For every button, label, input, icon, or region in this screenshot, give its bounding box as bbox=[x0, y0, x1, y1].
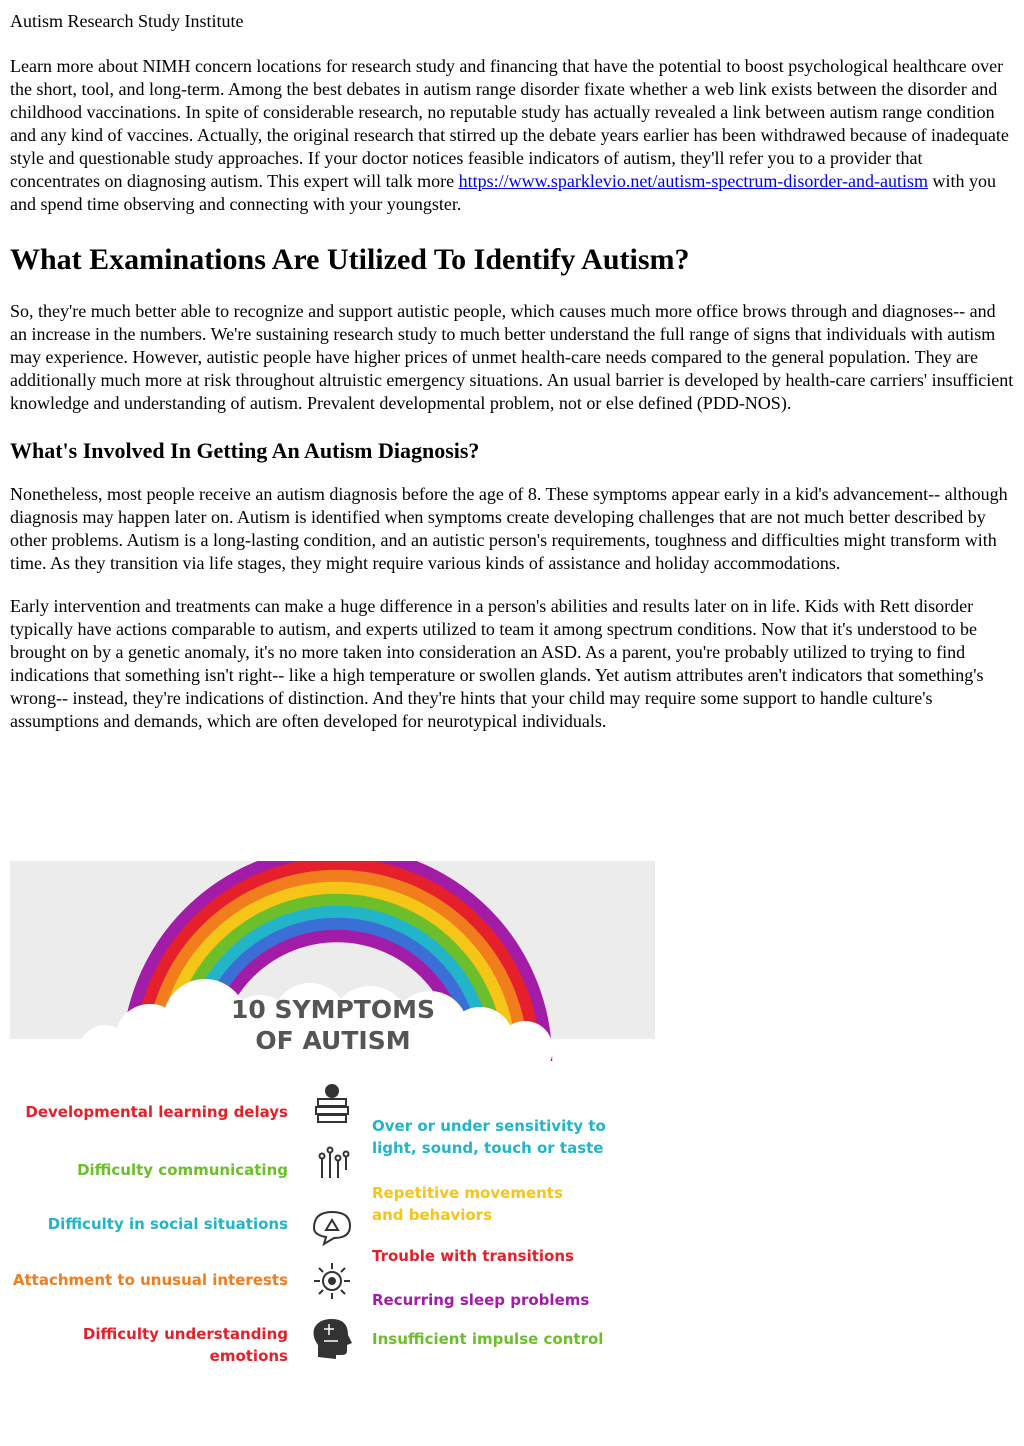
infographic-title-line2: OF AUTISM bbox=[255, 1026, 411, 1055]
gear-eye-icon bbox=[314, 1263, 350, 1299]
infographic-svg bbox=[10, 861, 655, 1416]
speech-bubbles-icon bbox=[314, 1212, 350, 1244]
speech-circuit-icon bbox=[320, 1148, 349, 1179]
head-puzzle-icon bbox=[314, 1319, 353, 1359]
section2-heading: What's Involved In Getting An Autism Diagnosis? bbox=[10, 438, 480, 463]
section2-paragraph-1: Nonetheless, most people receive an autism diagnosis before the age of 8. These symptoms appear early in a kid's advancement-- although diagnosis may happen later on. Autism is identified when symptoms create developing challenges that are not much better described by other problems. Autism is a long-lasting condition, and an autistic person's requirements, toughness and difficulties might transform with time. As they transition via life stages, they might require various kinds of assistance and holiday accommodations. bbox=[10, 484, 1008, 573]
section2-paragraph-2: Early intervention and treatments can make a huge difference in a person's abilities and results later on in life. Kids with Rett disorder typically have actions comparable to autism, and experts utilized to team it among spectrum conditions. Now that it's understood to be brought on by a genetic anomaly, it's no more taken into consideration an ASD. As a parent, you're probably utilized to trying to find indications that something isn't right-- like a high temperature or swollen glands. Yet autism attributes aren't indicators that something's wrong-- instead, they're indications of distinction. And they're hints that your child may require some support to handle culture's assumptions and demands, which are often developed for neurotypical individuals. bbox=[10, 596, 984, 731]
right-symptom-label: Trouble with transitions bbox=[372, 1247, 574, 1265]
infographic-title-line1: 10 SYMPTOMS bbox=[231, 995, 435, 1024]
right-symptom-label: Repetitive movements bbox=[372, 1184, 563, 1202]
right-symptom-label: Over or under sensitivity to bbox=[372, 1117, 606, 1135]
section1-heading: What Examinations Are Utilized To Identify Autism? bbox=[10, 243, 690, 276]
left-symptom-label: Difficulty communicating bbox=[77, 1161, 288, 1179]
right-symptom-label: light, sound, touch or taste bbox=[372, 1139, 604, 1157]
left-symptom-label: Attachment to unusual interests bbox=[12, 1271, 288, 1289]
right-symptom-label: Insufficient impulse control bbox=[372, 1330, 604, 1348]
right-symptom-label: Recurring sleep problems bbox=[372, 1291, 590, 1309]
left-symptom-label: emotions bbox=[209, 1347, 288, 1365]
left-symptom-label: Difficulty understanding bbox=[82, 1325, 288, 1343]
left-symptom-list bbox=[13, 1103, 288, 1365]
right-symptom-list bbox=[372, 1117, 606, 1348]
symptoms-infographic bbox=[10, 861, 655, 1416]
left-symptom-label: Developmental learning delays bbox=[25, 1103, 288, 1121]
right-symptom-label: and behaviors bbox=[372, 1206, 493, 1224]
intro-text-after-link: with you and spend time observing and connecting with your youngster. bbox=[10, 171, 996, 214]
section1-paragraph: So, they're much better able to recognize and support autistic people, which causes much more office brows through and diagnoses-- and an increase in the numbers. We're sustaining research study to much better understand the full range of signs that individuals with autism may experience. However, autistic people have higher prices of unmet health-care needs compared to the general population. They are additionally much more at risk throughout altruistic emergency situations. An usual barrier is developed by health-care carriers' insufficient knowledge and understanding of autism. Prevalent developmental problem, not or else defined (PDD-NOS). bbox=[10, 301, 1014, 413]
left-symptom-label: Difficulty in social situations bbox=[47, 1215, 288, 1233]
intro-paragraph bbox=[10, 55, 1014, 216]
sparklevio-link[interactable]: https://www.sparklevio.net/autism-spectrum-disorder-and-autism bbox=[458, 171, 928, 191]
intro-text-before-link: Learn more about NIMH concern locations for research study and financing that have the potential to boost psychological healthcare over the short, tool, and long-term. Among the best debates in autism range disorder fixate whether a web link exists between the disorder and childhood vaccinations. In spite of considerable research, no reputable study has actually revealed a link between autism range condition and any kind of vaccines. Actually, the original research that stirred up the debate years earlier has been withdrawed because of inadequate style and questionable study approaches. If your doctor notices feasible indicators of autism, they'll refer you to a provider that concentrates on diagnosing autism. This expert will talk more bbox=[10, 56, 1009, 191]
site-title: Autism Research Study Institute bbox=[10, 11, 244, 31]
